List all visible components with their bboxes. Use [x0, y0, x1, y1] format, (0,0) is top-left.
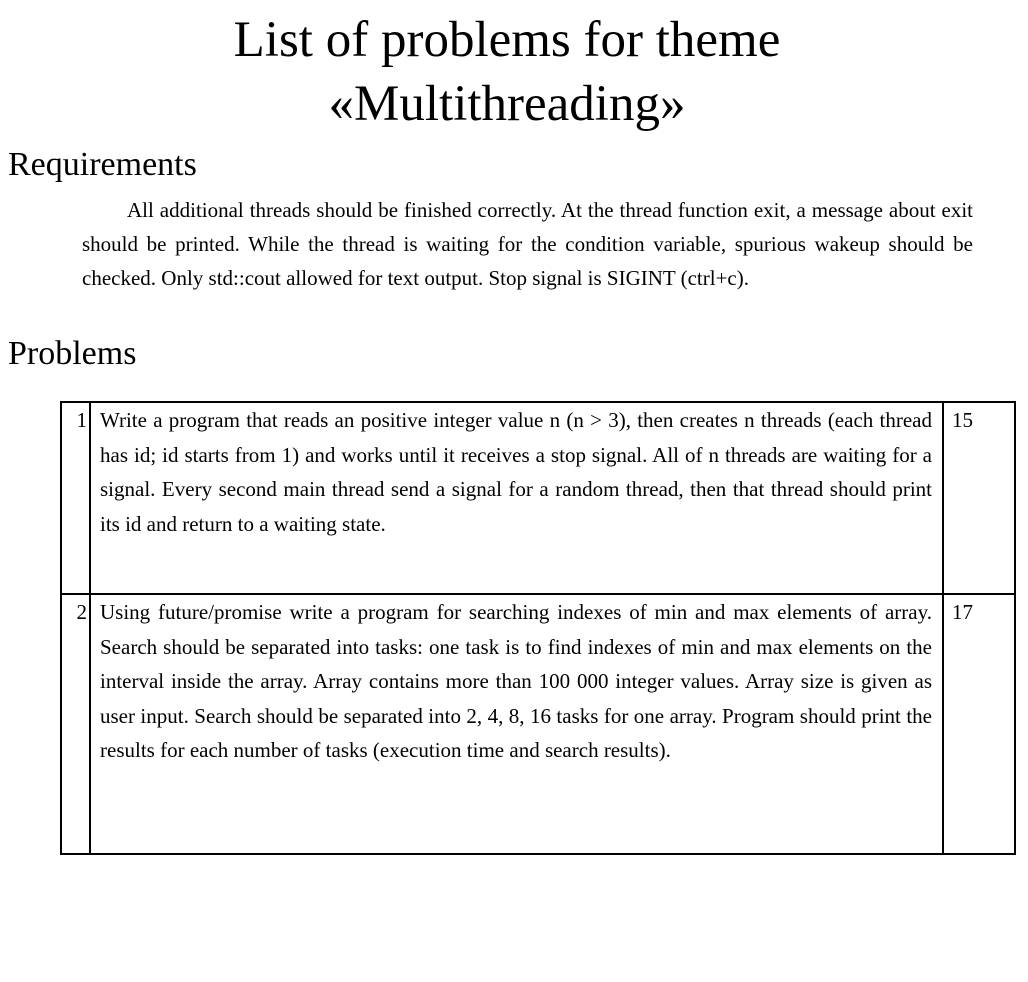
document-title-line-2: «Multithreading» — [328, 76, 686, 132]
problems-heading: Problems — [8, 335, 137, 372]
problem-points: 17 — [943, 594, 1015, 854]
table-row — [61, 402, 1015, 594]
table-row — [61, 594, 1015, 854]
problem-points: 15 — [943, 402, 1015, 594]
requirements-paragraph: All additional threads should be finished correctly. At the thread function exit, a message about exit should be printed. While the thread is waiting for the condition variable, spurious wakeup should be checked. Only std::cout allowed for text output. Stop signal is SIGINT (ctrl+c). — [82, 198, 973, 290]
problem-number: 2 — [61, 594, 90, 854]
document-title-line-1: List of problems for theme — [233, 12, 781, 68]
problem-description: Write a program that reads an positive integer value n (n > 3), then creates n threads (each thread has id; id starts from 1) and works until it receives a stop signal. All of n threads are waiting for a signal. Every second main thread send a signal for a random thread, then that thread should print its id and return to a waiting state. — [90, 402, 943, 594]
problem-number: 1 — [61, 402, 90, 594]
problem-description: Using future/promise write a program for searching indexes of min and max elements of array. Search should be separated into tasks: one task is to find indexes of min and max elements on the interval inside the array. Array contains more than 100 000 integer values. Array size is given as user input. Search should be separated into 2, 4, 8, 16 tasks for one array. Program should print the results for each number of tasks (execution time and search results). — [90, 594, 943, 854]
problems-table — [60, 401, 1016, 855]
requirements-heading: Requirements — [8, 146, 197, 183]
